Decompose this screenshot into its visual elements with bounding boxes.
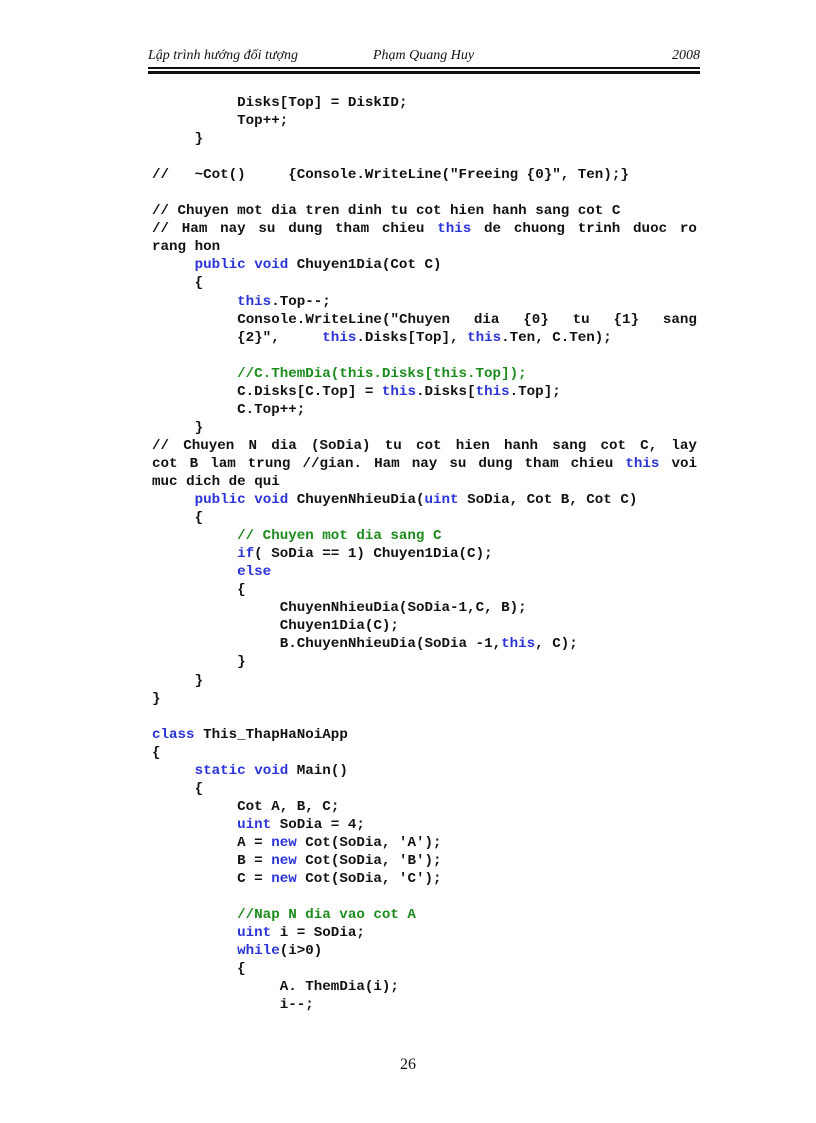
code-line: { <box>152 510 204 527</box>
header-rule-thin <box>148 67 700 69</box>
code-line: class This_ThapHaNoiApp <box>152 726 348 743</box>
code-line: // Chuyen N dia (SoDia) tu cot hien hanh sang cot C, lay <box>152 437 697 454</box>
code-line: while(i>0) <box>237 943 323 960</box>
code-line: C.Top++; <box>237 401 306 418</box>
code-line: Top++; <box>237 113 289 130</box>
code-line: public void ChuyenNhieuDia(uint SoDia, Cot B, Cot C) <box>194 492 638 509</box>
code-line: { <box>152 744 161 761</box>
page-number: 26 <box>400 1056 416 1073</box>
header-year: 2008 <box>672 48 700 63</box>
code-line: A = new Cot(SoDia, 'A'); <box>237 834 442 851</box>
code-line: //C.ThemDia(this.Disks[this.Top]); <box>152 365 527 382</box>
code-line: Disks[Top] = DiskID; <box>237 95 408 111</box>
code-line: uint i = SoDia; <box>237 925 365 942</box>
code-line: public void Chuyen1Dia(Cot C) <box>194 257 442 274</box>
code-line: { <box>152 275 204 292</box>
code-line <box>152 148 697 166</box>
code-line: { <box>152 582 246 599</box>
code-line: } <box>152 654 246 671</box>
header-course-title: Lập trình hướng đối tượng <box>148 48 299 63</box>
code-line: // ~Cot() {Console.WriteLine("Freeing {0}", Ten);} <box>152 167 629 184</box>
header-rule-thick <box>148 71 700 74</box>
code-line <box>152 184 697 202</box>
code-line: muc dich de qui <box>152 473 280 490</box>
code-line <box>152 708 697 726</box>
code-line: i--; <box>279 997 314 1014</box>
code-line: // Chuyen mot dia tren dinh tu cot hien hanh sang cot C <box>152 203 621 220</box>
code-line: } <box>152 419 204 436</box>
code-line: // Ham nay su dung tham chieu this de chuong trinh duoc ro <box>152 221 697 238</box>
code-line: //Nap N dia vao cot A <box>152 907 416 924</box>
code-line: {2}", this.Disks[Top], this.Ten, C.Ten); <box>152 329 612 346</box>
code-listing <box>152 94 697 1014</box>
code-line: this.Top--; <box>237 293 331 310</box>
code-line <box>152 888 697 906</box>
code-line: B = new Cot(SoDia, 'B'); <box>237 852 442 869</box>
code-line: // Chuyen mot dia sang C <box>152 528 442 545</box>
code-line <box>152 347 697 365</box>
code-line: static void Main() <box>194 762 348 779</box>
code-line: ChuyenNhieuDia(SoDia-1,C, B); <box>279 600 527 617</box>
code-line: } <box>152 131 204 148</box>
code-line: uint SoDia = 4; <box>237 816 365 833</box>
code-line: rang hon <box>152 239 221 256</box>
code-line: if( SoDia == 1) Chuyen1Dia(C); <box>237 546 493 563</box>
code-line: Console.WriteLine("Chuyen dia {0} tu {1} sang <box>237 311 697 328</box>
header-author: Phạm Quang Huy <box>373 48 475 63</box>
code-line: { <box>152 780 204 797</box>
code-line: C.Disks[C.Top] = this.Disks[this.Top]; <box>237 383 561 400</box>
code-line: B.ChuyenNhieuDia(SoDia -1,this, C); <box>279 636 578 653</box>
code-line: else <box>237 564 272 581</box>
code-line: } <box>152 672 204 689</box>
code-line: A. ThemDia(i); <box>279 979 399 996</box>
code-line: } <box>152 690 161 707</box>
code-line: Cot A, B, C; <box>237 798 340 815</box>
page-header <box>148 48 700 68</box>
code-line: Chuyen1Dia(C); <box>279 618 399 635</box>
code-line: { <box>152 961 246 978</box>
code-line: cot B lam trung //gian. Ham nay su dung tham chieu this voi <box>152 455 697 472</box>
code-line: C = new Cot(SoDia, 'C'); <box>237 871 442 888</box>
